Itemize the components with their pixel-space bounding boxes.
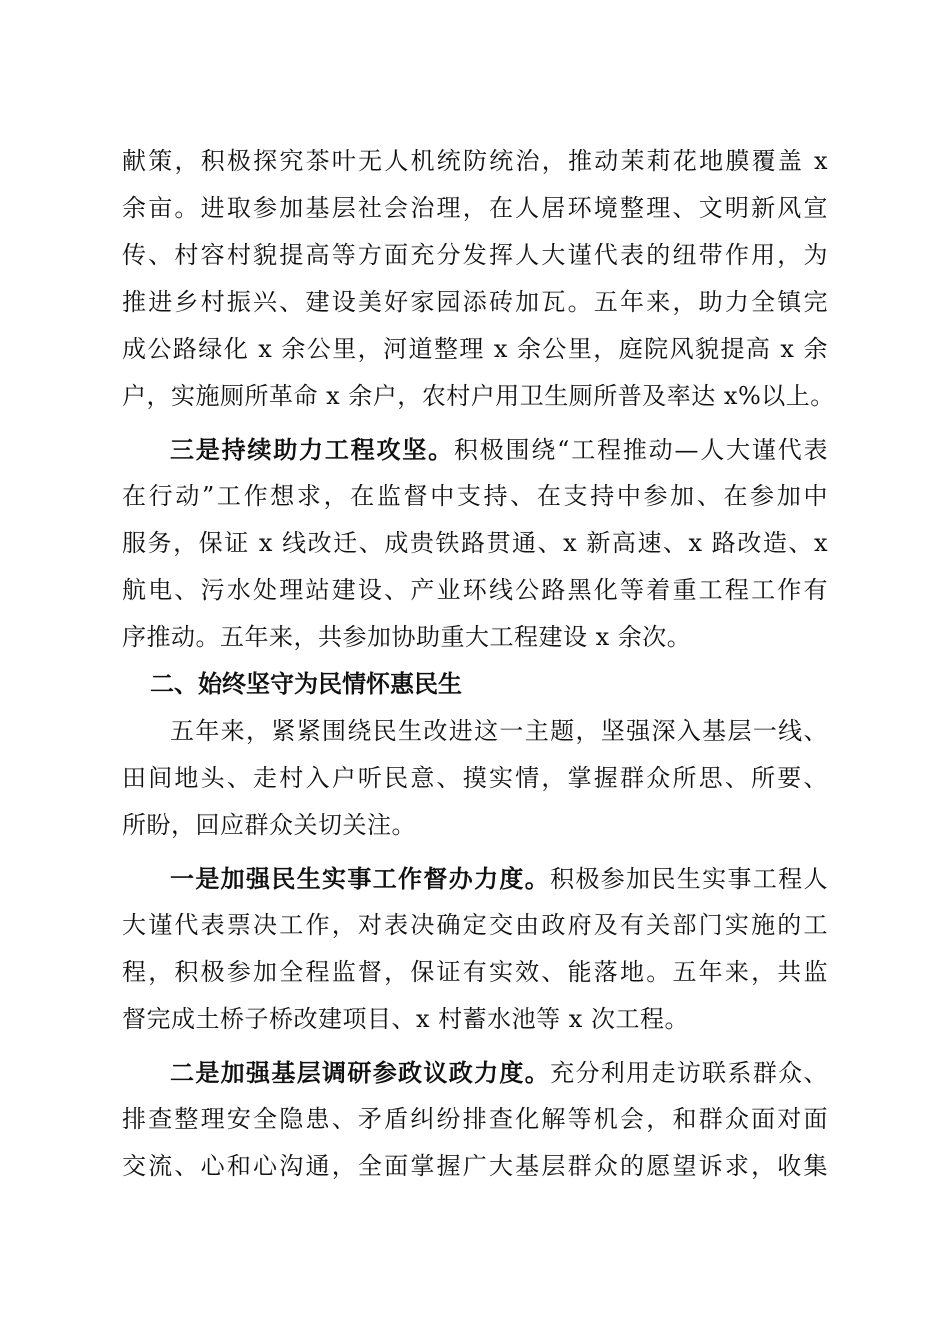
paragraph-grassroots-research: [122, 1049, 828, 1190]
text-line: 航电、污水处理站建设、产业环线公路黑化等着重工程工作有: [122, 576, 828, 604]
paragraph-project-support: [122, 426, 828, 661]
text-line: 程，积极参加全程监督，保证有实效、能落地。五年来，共监: [122, 958, 828, 986]
text-line: 传、村容村貌提高等方面充分发挥人大谨代表的纽带作用，为: [122, 241, 828, 269]
text-line: 五年来，紧紧围绕民生改进这一主题，坚强深入基层一线、: [170, 717, 828, 745]
document-body: [122, 138, 835, 1190]
paragraph-lead: 一是加强民生实事工作督办力度。: [170, 864, 551, 893]
paragraph-lead-rest: 充分利用走访联系群众、: [550, 1059, 829, 1087]
text-line: 所盼，回应群众关切关注。: [122, 811, 416, 839]
paragraph-lead-rest: 积极参加民生实事工程人: [550, 865, 829, 893]
paragraph-lead-rest: 积极围绕“工程推动—人大谨代表: [453, 436, 828, 464]
text-line: 督完成土桥子桥改建项目、x 村蓄水池等 x 次工程。: [122, 1005, 689, 1033]
text-line: 大谨代表票决工作，对表决确定交由政府及有关部门实施的工: [122, 911, 828, 939]
paragraph-livelihood-intro: [122, 708, 828, 849]
text-line: 排查整理安全隐患、矛盾纠纷排查化解等机会，和群众面对面: [122, 1105, 828, 1133]
text-line: 余亩。进取参加基层社会治理，在人居环境整理、文明新风宣: [122, 194, 828, 222]
text-line: 户，实施厕所革命 x 余户，农村户用卫生厕所普及率达 x%以上。: [122, 382, 835, 410]
text-line: 交流、心和心沟通，全面掌握广大基层群众的愿望诉求，收集: [122, 1152, 828, 1180]
paragraph-lead: 二是加强基层调研参政议政力度。: [170, 1058, 551, 1087]
text-line: 推进乡村振兴、建设美好家园添砖加瓦。五年来，助力全镇完: [122, 288, 828, 316]
text-line: 献策，积极探究茶叶无人机统防统治，推动茉莉花地膜覆盖 x: [122, 147, 828, 175]
paragraph-livelihood-supervision: [122, 855, 828, 1043]
text-line: 田间地头、走村入户听民意、摸实情，掌握群众所思、所要、: [122, 764, 828, 792]
paragraph-lead: 三是持续助力工程攻坚。: [170, 435, 454, 464]
text-line: [122, 855, 828, 902]
text-line: [122, 426, 828, 473]
section-heading: 二、始终坚守为民情怀惠民生: [150, 670, 462, 698]
text-line: 成公路绿化 x 余公里，河道整理 x 余公里，庭院风貌提高 x 余: [122, 335, 828, 363]
text-line: 序推动。五年来，共参加协助重大工程建设 x 余次。: [122, 623, 692, 651]
text-line: [122, 1049, 828, 1096]
paragraph-rural-governance: [122, 138, 835, 420]
text-line: 在行动”工作想求，在监督中支持、在支持中参加、在参加中: [122, 482, 828, 510]
text-line: 服务，保证 x 线改迁、成贵铁路贯通、x 新高速、x 路改造、x: [122, 529, 828, 557]
